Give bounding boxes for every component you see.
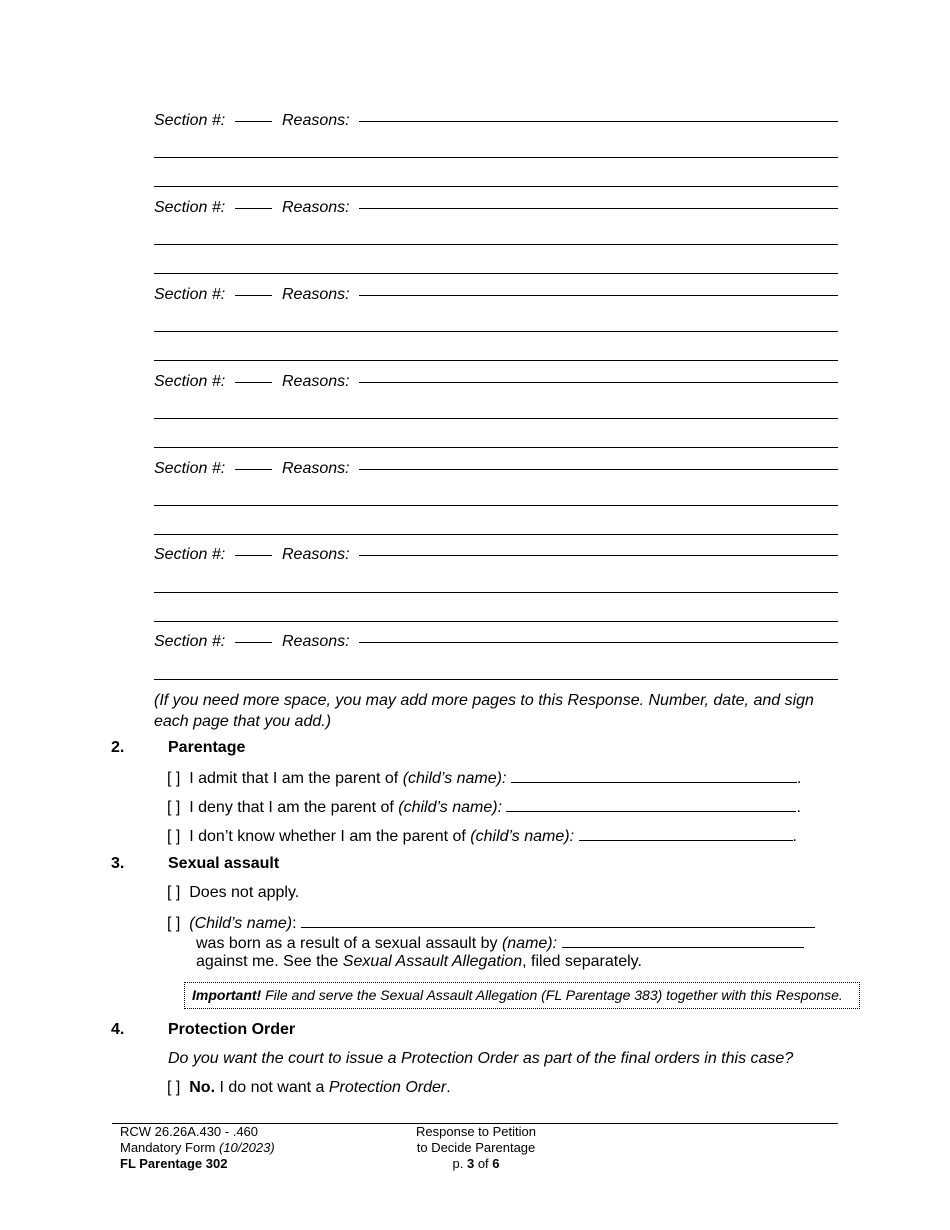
section-number-field[interactable] [235, 555, 272, 556]
section-reasons-row [154, 460, 838, 482]
section-number-field[interactable] [235, 121, 272, 122]
name-label: (name): [501, 935, 558, 952]
dontknow-text: I don’t know whether I am the parent of [189, 828, 466, 845]
section-number-2: 2. [111, 739, 125, 756]
reasons-label: Reasons: [282, 546, 350, 563]
reasons-continuation-line[interactable] [154, 244, 838, 245]
page-of: of [477, 1156, 489, 1171]
footer-mandatory-line [120, 1140, 275, 1156]
reasons-field[interactable] [359, 121, 838, 122]
reasons-continuation-line[interactable] [154, 679, 838, 680]
footer-mandatory: Mandatory Form [120, 1140, 216, 1155]
born-text: was born as a result of a sexual assault by [196, 935, 498, 952]
child-name-label: (child’s name): [398, 799, 503, 816]
reasons-continuation-line[interactable] [154, 157, 838, 158]
dontknow-checkbox[interactable]: [ ] [167, 828, 181, 845]
admit-text: I admit that I am the parent of [189, 770, 399, 787]
section-reasons-row [154, 286, 838, 308]
footer-title-line1: Response to Petition [416, 1124, 536, 1139]
section-reasons-row [154, 112, 838, 134]
section-number-label: Section #: [154, 546, 226, 563]
deny-checkbox[interactable]: [ ] [167, 799, 181, 816]
deny-child-name-field[interactable] [506, 797, 796, 812]
reasons-field[interactable] [359, 642, 838, 643]
reasons-continuation-line[interactable] [154, 273, 838, 274]
section-number-label: Section #: [154, 112, 226, 129]
born-as-result-line [196, 933, 804, 953]
protection-order-heading: Protection Order [168, 1021, 296, 1038]
reasons-continuation-line[interactable] [154, 331, 838, 332]
parentage-admit-option [167, 768, 801, 788]
protection-order-question: Do you want the court to issue a Protection Order as part of the final orders in this case? [168, 1050, 794, 1067]
footer-left [120, 1124, 275, 1172]
reasons-continuation-line[interactable] [154, 621, 838, 622]
reasons-continuation-line[interactable] [154, 186, 838, 187]
reasons-continuation-line[interactable] [154, 447, 838, 448]
section-number-field[interactable] [235, 469, 272, 470]
reasons-label: Reasons: [282, 373, 350, 390]
page-current: 3 [466, 1156, 475, 1171]
period: . [796, 770, 802, 787]
parentage-dontknow-option [167, 826, 797, 846]
section-number-label: Section #: [154, 460, 226, 477]
period: . [796, 799, 801, 816]
parentage-heading: Parentage [168, 739, 246, 756]
more-space-note: (If you need more space, you may add more pages to this Response. Number, date, and sign each page that you add.) [154, 692, 814, 730]
does-not-apply-checkbox[interactable]: [ ] [167, 884, 181, 901]
section-number-field[interactable] [235, 642, 272, 643]
child-name-label: (child’s name): [470, 828, 575, 845]
period: . [792, 828, 797, 845]
sexual-assault-child-name-field[interactable] [301, 913, 815, 928]
section-number-label: Section #: [154, 199, 226, 216]
section-number-field[interactable] [235, 208, 272, 209]
reasons-field[interactable] [359, 555, 838, 556]
reasons-continuation-line[interactable] [154, 534, 838, 535]
page-total: 6 [492, 1156, 500, 1171]
footer-center [376, 1124, 576, 1172]
section-number-4: 4. [111, 1021, 125, 1038]
allegation-title: Sexual Assault Allegation [342, 953, 523, 970]
section-number-field[interactable] [235, 295, 272, 296]
sexual-assault-heading: Sexual assault [168, 855, 280, 872]
section-number-label: Section #: [154, 373, 226, 390]
footer-form-id: FL Parentage 302 [120, 1156, 228, 1171]
parentage-deny-option [167, 797, 801, 817]
footer-rcw: RCW 26.26A.430 - .460 [120, 1124, 259, 1139]
section-number-label: Section #: [154, 633, 226, 650]
footer-title-line2: to Decide Parentage [416, 1140, 536, 1155]
section-reasons-row [154, 199, 838, 221]
reasons-continuation-line[interactable] [154, 360, 838, 361]
does-not-apply-text: Does not apply. [189, 884, 300, 901]
reasons-field[interactable] [359, 469, 838, 470]
protection-order-title: Protection Order [328, 1079, 447, 1096]
period: . [446, 1079, 451, 1096]
reasons-continuation-line[interactable] [154, 592, 838, 593]
against-me-line [196, 953, 642, 971]
protection-order-no-option [167, 1079, 451, 1097]
section-reasons-row [154, 633, 838, 655]
filed-text: , filed separately. [522, 953, 642, 970]
sexual-assault-checkbox[interactable]: [ ] [167, 915, 181, 932]
no-text: I do not want a [215, 1079, 329, 1096]
reasons-label: Reasons: [282, 460, 350, 477]
colon: : [292, 915, 297, 932]
reasons-field[interactable] [359, 382, 838, 383]
does-not-apply-option [167, 884, 299, 902]
admit-child-name-field[interactable] [511, 768, 797, 783]
section-reasons-row [154, 546, 838, 568]
footer-version: (10/2023) [219, 1140, 275, 1155]
important-label: Important! [192, 987, 262, 1003]
important-text: File and serve the Sexual Assault Allegation (FL Parentage 383) together with this Response. [261, 987, 843, 1003]
important-notice [184, 982, 860, 1009]
child-name-label: (child’s name): [402, 770, 507, 787]
reasons-field[interactable] [359, 295, 838, 296]
reasons-label: Reasons: [282, 199, 350, 216]
child-name-label: (Child’s name) [189, 915, 293, 932]
section-number-field[interactable] [235, 382, 272, 383]
section-number-label: Section #: [154, 286, 226, 303]
no-protection-order-checkbox[interactable]: [ ] [167, 1079, 181, 1096]
reasons-continuation-line[interactable] [154, 418, 838, 419]
page-prefix: p. [452, 1156, 464, 1171]
admit-checkbox[interactable]: [ ] [167, 770, 181, 787]
against-text: against me. See the [196, 953, 339, 970]
assailant-name-field[interactable] [562, 933, 804, 948]
reasons-label: Reasons: [282, 633, 350, 650]
reasons-label: Reasons: [282, 112, 350, 129]
no-label: No. [189, 1079, 216, 1096]
section-reasons-row [154, 373, 838, 395]
dontknow-child-name-field[interactable] [579, 826, 793, 841]
deny-text: I deny that I am the parent of [189, 799, 394, 816]
footer-page-number [376, 1156, 576, 1172]
sexual-assault-option [167, 913, 815, 933]
reasons-label: Reasons: [282, 286, 350, 303]
reasons-continuation-line[interactable] [154, 505, 838, 506]
reasons-field[interactable] [359, 208, 838, 209]
section-number-3: 3. [111, 855, 125, 872]
